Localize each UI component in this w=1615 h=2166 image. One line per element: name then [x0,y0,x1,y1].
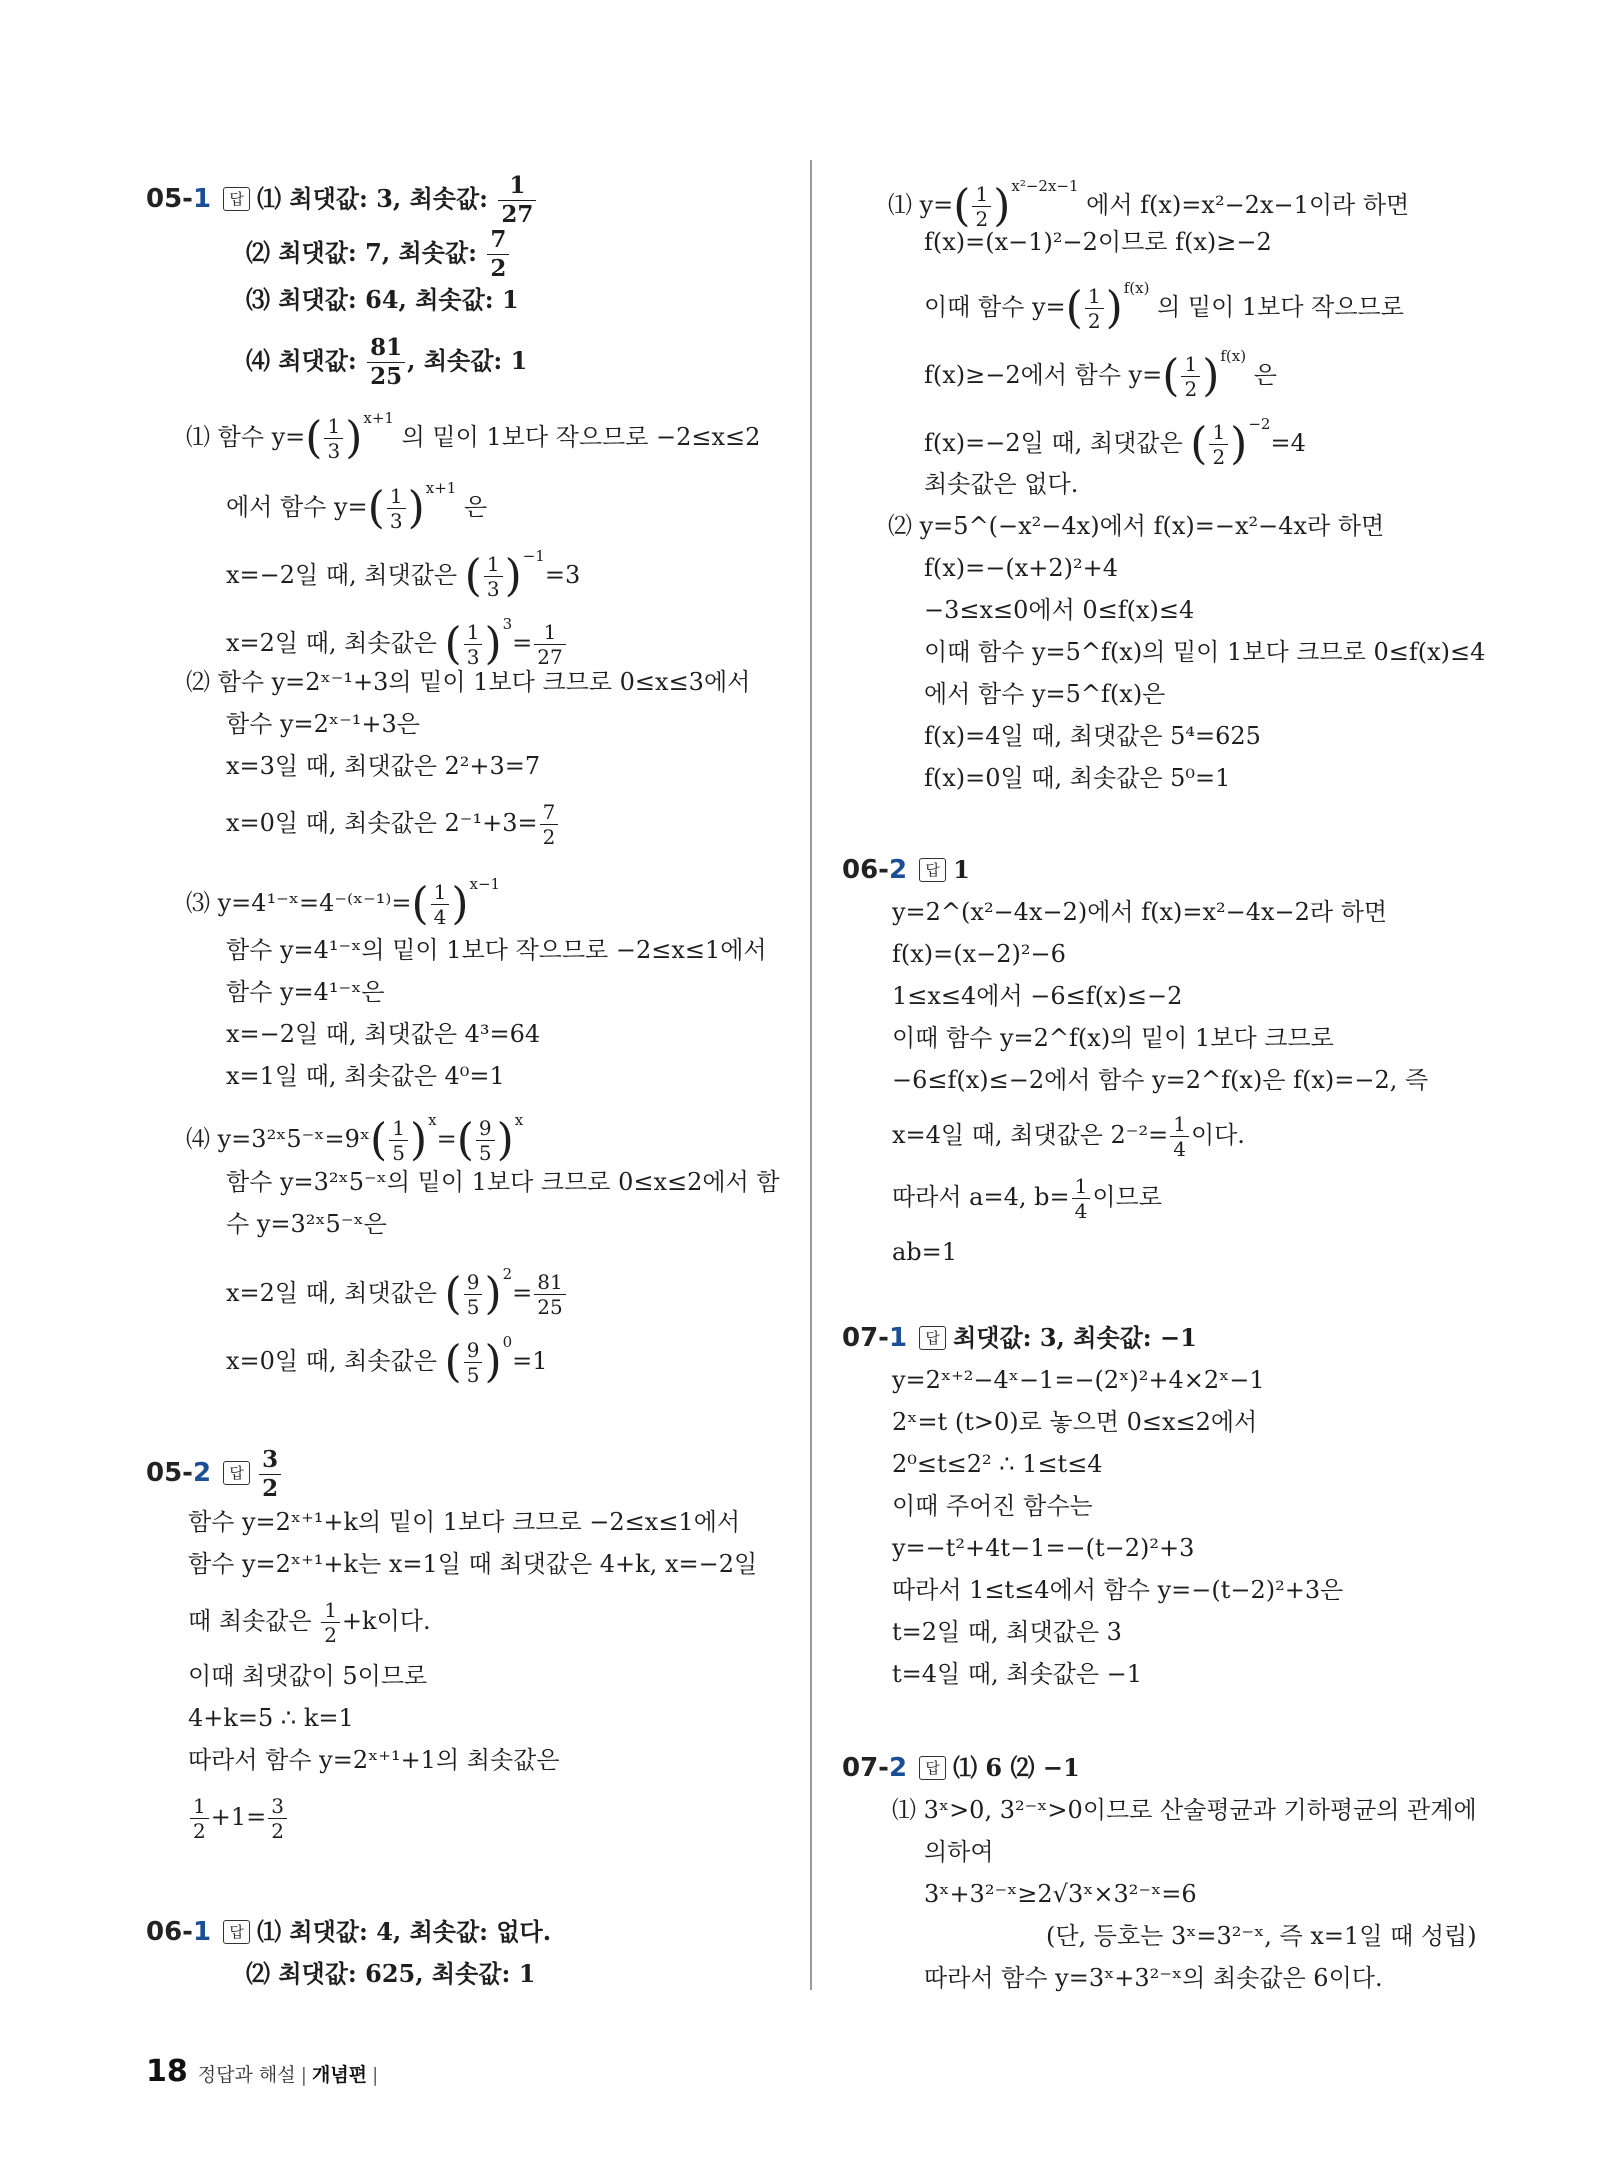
problem-06-2-header: 06-2 답 1 [842,855,970,885]
problem-05-2-header: 05-2 답 $\frac{3}{2}$ [146,1446,283,1503]
solution-line: 함수 y=3²ˣ5⁻ˣ의 밑이 1보다 크므로 0≤x≤2에서 함 [226,1168,780,1196]
solution-line: x=−2일 때, 최댓값은 4³=64 [226,1020,541,1048]
column-divider [810,160,812,1990]
solution-line: ⑶ y=4¹⁻ˣ=4⁻⁽ˣ⁻¹⁾=( $\frac{1}{4}$ )$^{x-1}$ [186,875,501,930]
solution-line: 이때 함수 y=( $\frac{1}{2}$ )$^{f(x)}$ 의 밑이 1보다 작으므로 [924,279,1404,334]
answer-icon: 답 [223,1920,250,1944]
answer-icon: 답 [223,1461,250,1485]
answer-icon: 답 [919,1756,946,1780]
solution-line: x=2일 때, 최솟값은 ( $\frac{1}{3}$ )$^3$= $\frac{1}{27}$ [226,608,568,669]
solution-line: 이때 함수 y=5^f(x)의 밑이 1보다 크므로 0≤f(x)≤4 [924,638,1486,666]
solution-line: ab=1 [892,1238,958,1266]
problem-05-1-answer-1: 05-1 답 ⑴ 최댓값: 3, 최솟값: $\frac{1}{27}$ [146,172,538,229]
solution-line: 이때 최댓값이 5이므로 [188,1662,428,1690]
solution-line: y=−t²+4t−1=−(t−2)²+3 [892,1534,1195,1562]
solution-line: 최솟값은 없다. [924,470,1079,498]
solution-line: ⑵ y=5^(−x²−4x)에서 f(x)=−x²−4x라 하면 [888,512,1385,540]
solution-line: f(x)≥−2에서 함수 y=( $\frac{1}{2}$ )$^{f(x)}$ 은 [924,347,1277,402]
page-footer: 18 정답과 해설 | 개념편 | [146,2054,379,2089]
problem-07-1-header: 07-1 답 최댓값: 3, 최솟값: −1 [842,1323,1197,1353]
solution-line: x=0일 때, 최솟값은 2⁻¹+3= $\frac{7}{2}$ [226,800,560,849]
solution-line: 때 최솟값은 $\frac{1}{2}$ +k이다. [188,1598,431,1647]
solution-line: (단, 등호는 3ˣ=3²⁻ˣ, 즉 x=1일 때 성립) [1046,1922,1477,1950]
solution-line: t=2일 때, 최댓값은 3 [892,1618,1122,1646]
solution-line: y=2ˣ⁺²−4ˣ−1=−(2ˣ)²+4×2ˣ−1 [892,1366,1265,1394]
solution-line: 함수 y=4¹⁻ˣ의 밑이 1보다 작으므로 −2≤x≤1에서 [226,936,767,964]
solution-line: x=−2일 때, 최댓값은 ( $\frac{1}{3}$ )$^{-1}$=3 [226,547,581,602]
solution-line: f(x)=−2일 때, 최댓값은 ( $\frac{1}{2}$ )$^{-2}$=4 [924,415,1306,470]
answer-icon: 답 [919,1326,946,1350]
solution-line: 수 y=3²ˣ5⁻ˣ은 [226,1210,387,1238]
problem-05-1-answer-2: ⑵ 최댓값: 7, 최솟값: $\frac{7}{2}$ [246,226,511,283]
solution-line: ⑴ 함수 y=( $\frac{1}{3}$ )$^{x+1}$ 의 밑이 1보다 작으므로 −2≤x≤2 [186,409,761,464]
problem-05-1-answer-4: ⑷ 최댓값: $\frac{81}{25}$ , 최솟값: 1 [246,334,528,390]
problem-number: 07-2 [842,1753,908,1783]
page-number: 18 [146,2054,188,2089]
solution-line: x=3일 때, 최댓값은 2²+3=7 [226,752,541,780]
problem-number: 06-2 [842,855,908,885]
solution-line: 2ˣ=t (t>0)로 놓으면 0≤x≤2에서 [892,1408,1258,1436]
section-name: 개념편 [311,2064,368,2086]
solution-line: 3ˣ+3²⁻ˣ≥2√3ˣ×3²⁻ˣ=6 [924,1880,1197,1908]
solution-line: f(x)=(x−2)²−6 [892,940,1066,968]
problem-number: 05-2 [146,1458,212,1488]
problem-06-1-answer-2: ⑵ 최댓값: 625, 최솟값: 1 [246,1959,536,1988]
solution-line: 따라서 함수 y=2ˣ⁺¹+1의 최솟값은 [188,1746,560,1774]
solution-line: 의하여 [924,1838,994,1866]
solution-line: 따라서 1≤t≤4에서 함수 y=−(t−2)²+3은 [892,1576,1344,1604]
solution-line: 2⁰≤t≤2² ∴ 1≤t≤4 [892,1450,1103,1478]
solution-line: 이때 함수 y=2^f(x)의 밑이 1보다 크므로 [892,1024,1334,1052]
solution-line: t=4일 때, 최솟값은 −1 [892,1660,1143,1688]
solution-line: ⑵ 함수 y=2ˣ⁻¹+3의 밑이 1보다 크므로 0≤x≤3에서 [186,668,751,696]
solution-line: ⑷ y=3²ˣ5⁻ˣ=9ˣ( $\frac{1}{5}$ )$^x$=( $\frac{9}{5}$ )$^x$ [186,1111,524,1166]
problem-05-1-answer-3: ⑶ 최댓값: 64, 최솟값: 1 [246,285,519,314]
problem-number: 07-1 [842,1323,908,1353]
solution-line: −3≤x≤0에서 0≤f(x)≤4 [924,596,1195,624]
solution-line: f(x)=4일 때, 최댓값은 5⁴=625 [924,722,1261,750]
solution-line: 함수 y=2ˣ⁻¹+3은 [226,710,420,738]
solution-line: x=1일 때, 최솟값은 4⁰=1 [226,1062,505,1090]
problem-07-2-header: 07-2 답 ⑴ 6 ⑵ −1 [842,1753,1080,1783]
solution-line: y=2^(x²−4x−2)에서 f(x)=x²−4x−2라 하면 [892,898,1388,926]
answer-icon: 답 [919,858,946,882]
solution-line: x=2일 때, 최댓값은 ( $\frac{9}{5}$ )$^2$= $\frac{81}{25}$ [226,1258,568,1319]
answer-icon: 답 [223,187,250,211]
solution-line: 에서 함수 y=5^f(x)은 [924,680,1166,708]
solution-line: $\frac{1}{2}$ +1= $\frac{3}{2}$ [188,1794,289,1843]
book-title: 정답과 해설 [197,2064,296,2086]
solution-line: 함수 y=2ˣ⁺¹+k의 밑이 1보다 크므로 −2≤x≤1에서 [188,1508,741,1536]
problem-number: 05-1 [146,184,212,214]
solution-line: 함수 y=2ˣ⁺¹+k는 x=1일 때 최댓값은 4+k, x=−2일 [188,1550,758,1578]
solution-line: 이때 주어진 함수는 [892,1492,1093,1520]
solution-line: 따라서 함수 y=3ˣ+3²⁻ˣ의 최솟값은 6이다. [924,1964,1383,1992]
solution-line: −6≤f(x)≤−2에서 함수 y=2^f(x)은 f(x)=−2, 즉 [892,1066,1429,1094]
solution-line: x=4일 때, 최댓값은 2⁻²= $\frac{1}{4}$ 이다. [892,1112,1245,1161]
solution-line: ⑴ y=( $\frac{1}{2}$ )$^{x^2-2x-1}$ 에서 f(x)=x²−2x−1이라 하면 [888,177,1410,232]
solution-line: f(x)=(x−1)²−2이므로 f(x)≥−2 [924,228,1272,256]
solution-line: 함수 y=4¹⁻ˣ은 [226,978,385,1006]
solution-line: x=0일 때, 최솟값은 ( $\frac{9}{5}$ )$^0$=1 [226,1333,548,1388]
solution-line: 에서 함수 y=( $\frac{1}{3}$ )$^{x+1}$ 은 [226,479,488,534]
solution-line: f(x)=0일 때, 최솟값은 5⁰=1 [924,764,1231,792]
problem-number: 06-1 [146,1917,212,1947]
solution-line: 따라서 a=4, b= $\frac{1}{4}$ 이므로 [892,1174,1162,1223]
solution-line: 4+k=5 ∴ k=1 [188,1704,354,1732]
solution-line: 1≤x≤4에서 −6≤f(x)≤−2 [892,982,1183,1010]
problem-06-1-answer-1: 06-1 답 ⑴ 최댓값: 4, 최솟값: 없다. [146,1917,552,1947]
solution-line: f(x)=−(x+2)²+4 [924,554,1119,582]
solution-line: ⑴ 3ˣ>0, 3²⁻ˣ>0이므로 산술평균과 기하평균의 관계에 [892,1796,1477,1824]
